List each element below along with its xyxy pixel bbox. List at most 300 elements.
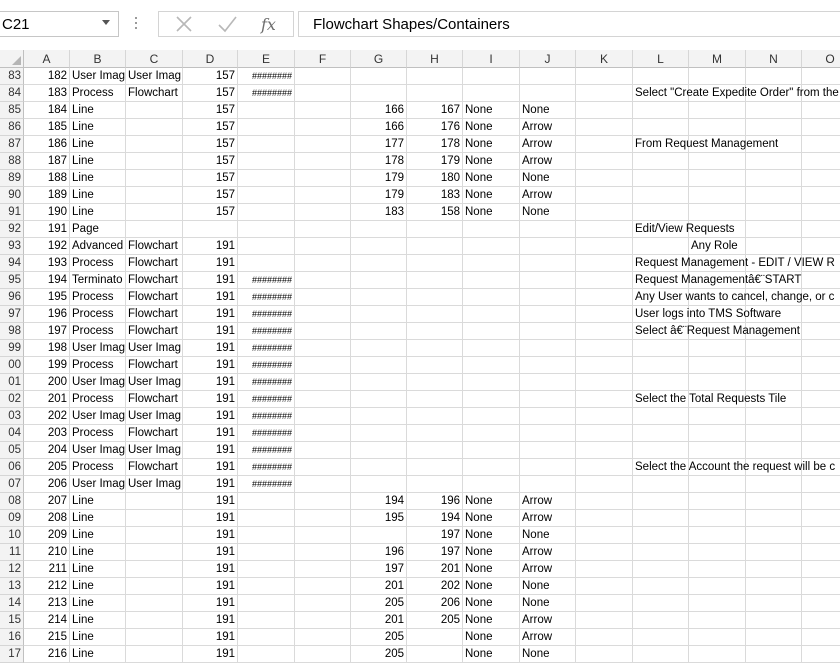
cell-o[interactable] — [802, 493, 840, 510]
cell-i[interactable]: None — [463, 187, 520, 204]
cell-m[interactable] — [689, 595, 746, 612]
cell-m[interactable] — [689, 187, 746, 204]
cell-m[interactable] — [689, 408, 746, 425]
cell-a[interactable]: 188 — [24, 170, 70, 187]
cell-e[interactable]: ######## — [238, 425, 295, 442]
cell-e[interactable] — [238, 578, 295, 595]
cell-k[interactable] — [576, 561, 633, 578]
cell-l[interactable]: Any User wants to cancel, change, or c — [633, 289, 689, 306]
cell-d[interactable]: 191 — [183, 476, 238, 493]
cell-m[interactable] — [689, 612, 746, 629]
cell-n[interactable] — [746, 119, 802, 136]
cell-a[interactable]: 183 — [24, 85, 70, 102]
cell-d[interactable]: 191 — [183, 408, 238, 425]
cell-n[interactable] — [746, 510, 802, 527]
cell-h[interactable] — [407, 238, 463, 255]
cell-e[interactable] — [238, 493, 295, 510]
cell-a[interactable]: 193 — [24, 255, 70, 272]
cell-d[interactable]: 191 — [183, 612, 238, 629]
row-header[interactable]: 86 — [0, 119, 24, 136]
cell-b[interactable]: Line — [70, 187, 126, 204]
cell-j[interactable]: Arrow — [520, 561, 576, 578]
cell-b[interactable]: Line — [70, 612, 126, 629]
cell-h[interactable]: 196 — [407, 493, 463, 510]
cell-o[interactable] — [802, 374, 840, 391]
drag-grip-icon[interactable] — [135, 17, 138, 33]
cell-i[interactable] — [463, 357, 520, 374]
cell-m[interactable] — [689, 102, 746, 119]
cell-i[interactable] — [463, 238, 520, 255]
cell-f[interactable] — [295, 85, 351, 102]
cell-n[interactable] — [746, 408, 802, 425]
cell-k[interactable] — [576, 238, 633, 255]
cell-o[interactable] — [802, 102, 840, 119]
cell-b[interactable]: Process — [70, 391, 126, 408]
cell-h[interactable]: 183 — [407, 187, 463, 204]
cell-h[interactable]: 202 — [407, 578, 463, 595]
cell-f[interactable] — [295, 306, 351, 323]
cancel-icon[interactable] — [163, 12, 203, 36]
cell-d[interactable]: 157 — [183, 119, 238, 136]
cell-d[interactable]: 191 — [183, 272, 238, 289]
cell-g[interactable] — [351, 442, 407, 459]
cell-b[interactable]: Page — [70, 221, 126, 238]
cell-i[interactable]: None — [463, 493, 520, 510]
cell-d[interactable] — [183, 221, 238, 238]
cell-l[interactable] — [633, 187, 689, 204]
cell-g[interactable] — [351, 391, 407, 408]
cell-k[interactable] — [576, 391, 633, 408]
cell-d[interactable]: 157 — [183, 136, 238, 153]
row-header[interactable]: 89 — [0, 170, 24, 187]
column-header-h[interactable]: H — [407, 50, 463, 68]
cell-c[interactable]: User Imag — [126, 442, 183, 459]
cell-m[interactable] — [689, 357, 746, 374]
cell-o[interactable] — [802, 442, 840, 459]
row-header[interactable]: 96 — [0, 289, 24, 306]
cell-k[interactable] — [576, 323, 633, 340]
cell-f[interactable] — [295, 476, 351, 493]
cell-f[interactable] — [295, 510, 351, 527]
cell-c[interactable]: Flowchart — [126, 425, 183, 442]
row-header[interactable]: 04 — [0, 425, 24, 442]
row-header[interactable]: 02 — [0, 391, 24, 408]
cell-h[interactable] — [407, 476, 463, 493]
cell-d[interactable]: 191 — [183, 561, 238, 578]
cell-d[interactable]: 157 — [183, 170, 238, 187]
cell-e[interactable] — [238, 238, 295, 255]
cell-m[interactable] — [689, 153, 746, 170]
cell-n[interactable] — [746, 493, 802, 510]
row-header[interactable]: 16 — [0, 629, 24, 646]
cell-l[interactable] — [633, 408, 689, 425]
cell-j[interactable]: Arrow — [520, 493, 576, 510]
cell-b[interactable]: Line — [70, 646, 126, 663]
cell-d[interactable]: 191 — [183, 306, 238, 323]
cell-m[interactable] — [689, 68, 746, 85]
cell-l[interactable] — [633, 646, 689, 663]
cell-m[interactable] — [689, 510, 746, 527]
row-header[interactable]: 15 — [0, 612, 24, 629]
cell-h[interactable]: 176 — [407, 119, 463, 136]
cell-m[interactable] — [689, 442, 746, 459]
cell-f[interactable] — [295, 425, 351, 442]
cell-f[interactable] — [295, 119, 351, 136]
cell-i[interactable] — [463, 68, 520, 85]
cell-g[interactable]: 205 — [351, 595, 407, 612]
cell-m[interactable] — [689, 527, 746, 544]
cell-j[interactable]: None — [520, 102, 576, 119]
cell-d[interactable]: 191 — [183, 357, 238, 374]
column-header-l[interactable]: L — [633, 50, 689, 68]
cell-a[interactable]: 199 — [24, 357, 70, 374]
cell-c[interactable] — [126, 170, 183, 187]
cell-e[interactable]: ######## — [238, 289, 295, 306]
chevron-down-icon[interactable] — [102, 20, 110, 25]
cell-o[interactable] — [802, 68, 840, 85]
cell-b[interactable]: Process — [70, 255, 126, 272]
cell-d[interactable]: 191 — [183, 238, 238, 255]
column-header-m[interactable]: M — [689, 50, 746, 68]
cell-a[interactable]: 216 — [24, 646, 70, 663]
cell-a[interactable]: 198 — [24, 340, 70, 357]
cell-g[interactable]: 201 — [351, 612, 407, 629]
cell-o[interactable] — [802, 578, 840, 595]
cell-h[interactable] — [407, 425, 463, 442]
cell-k[interactable] — [576, 578, 633, 595]
cell-o[interactable] — [802, 272, 840, 289]
cell-b[interactable]: Line — [70, 544, 126, 561]
cell-g[interactable]: 177 — [351, 136, 407, 153]
cell-e[interactable] — [238, 119, 295, 136]
cell-h[interactable] — [407, 306, 463, 323]
cell-o[interactable] — [802, 153, 840, 170]
cell-k[interactable] — [576, 374, 633, 391]
cell-h[interactable] — [407, 272, 463, 289]
cell-n[interactable] — [746, 425, 802, 442]
cell-c[interactable]: User Imag — [126, 340, 183, 357]
cell-g[interactable]: 196 — [351, 544, 407, 561]
cell-b[interactable]: User Imag — [70, 408, 126, 425]
column-header-e[interactable]: E — [238, 50, 295, 68]
cell-a[interactable]: 211 — [24, 561, 70, 578]
column-header-g[interactable]: G — [351, 50, 407, 68]
cell-l[interactable]: From Request Management — [633, 136, 689, 153]
cell-o[interactable] — [802, 425, 840, 442]
cell-e[interactable] — [238, 646, 295, 663]
cell-o[interactable] — [802, 119, 840, 136]
cell-n[interactable] — [746, 544, 802, 561]
cell-j[interactable]: Arrow — [520, 510, 576, 527]
cell-o[interactable] — [802, 221, 840, 238]
cell-i[interactable] — [463, 442, 520, 459]
cell-j[interactable]: Arrow — [520, 612, 576, 629]
cell-k[interactable] — [576, 272, 633, 289]
cell-l[interactable] — [633, 204, 689, 221]
cell-k[interactable] — [576, 102, 633, 119]
cell-i[interactable]: None — [463, 510, 520, 527]
cell-a[interactable]: 187 — [24, 153, 70, 170]
cell-h[interactable]: 179 — [407, 153, 463, 170]
cell-a[interactable]: 214 — [24, 612, 70, 629]
cell-c[interactable] — [126, 119, 183, 136]
row-header[interactable]: 03 — [0, 408, 24, 425]
cell-k[interactable] — [576, 119, 633, 136]
cell-o[interactable] — [802, 391, 840, 408]
cell-c[interactable] — [126, 221, 183, 238]
cell-f[interactable] — [295, 153, 351, 170]
cell-n[interactable] — [746, 629, 802, 646]
row-header[interactable]: 06 — [0, 459, 24, 476]
cell-b[interactable]: Process — [70, 289, 126, 306]
cell-i[interactable]: None — [463, 119, 520, 136]
cell-m[interactable] — [689, 493, 746, 510]
cell-m[interactable] — [689, 374, 746, 391]
cell-m[interactable] — [689, 544, 746, 561]
cell-c[interactable] — [126, 153, 183, 170]
cell-j[interactable] — [520, 238, 576, 255]
cell-c[interactable] — [126, 204, 183, 221]
cell-e[interactable] — [238, 527, 295, 544]
cell-i[interactable] — [463, 85, 520, 102]
cell-h[interactable] — [407, 323, 463, 340]
cell-j[interactable] — [520, 221, 576, 238]
cell-e[interactable]: ######## — [238, 323, 295, 340]
cell-c[interactable] — [126, 629, 183, 646]
cell-e[interactable] — [238, 153, 295, 170]
cell-a[interactable]: 191 — [24, 221, 70, 238]
cell-h[interactable] — [407, 85, 463, 102]
cell-b[interactable]: Line — [70, 629, 126, 646]
cell-h[interactable]: 178 — [407, 136, 463, 153]
cell-f[interactable] — [295, 221, 351, 238]
cell-o[interactable] — [802, 561, 840, 578]
cell-f[interactable] — [295, 493, 351, 510]
cell-l[interactable] — [633, 170, 689, 187]
cell-a[interactable]: 206 — [24, 476, 70, 493]
cell-g[interactable]: 201 — [351, 578, 407, 595]
cell-c[interactable]: Flowchart — [126, 306, 183, 323]
cell-i[interactable]: None — [463, 578, 520, 595]
cell-a[interactable]: 182 — [24, 68, 70, 85]
cell-c[interactable]: Flowchart — [126, 391, 183, 408]
cell-c[interactable] — [126, 578, 183, 595]
cell-b[interactable]: User Imag — [70, 340, 126, 357]
cell-f[interactable] — [295, 442, 351, 459]
cell-h[interactable]: 197 — [407, 544, 463, 561]
cell-a[interactable]: 215 — [24, 629, 70, 646]
row-header[interactable]: 97 — [0, 306, 24, 323]
cell-b[interactable]: Process — [70, 323, 126, 340]
cell-k[interactable] — [576, 510, 633, 527]
cell-a[interactable]: 186 — [24, 136, 70, 153]
cell-e[interactable] — [238, 187, 295, 204]
cell-h[interactable]: 197 — [407, 527, 463, 544]
row-header[interactable]: 09 — [0, 510, 24, 527]
cell-g[interactable] — [351, 221, 407, 238]
cell-b[interactable]: Line — [70, 102, 126, 119]
cell-k[interactable] — [576, 68, 633, 85]
cell-l[interactable] — [633, 119, 689, 136]
cell-h[interactable] — [407, 357, 463, 374]
cell-j[interactable] — [520, 68, 576, 85]
cell-h[interactable] — [407, 221, 463, 238]
cell-i[interactable] — [463, 221, 520, 238]
cell-b[interactable]: Line — [70, 153, 126, 170]
cell-e[interactable] — [238, 136, 295, 153]
cell-i[interactable] — [463, 340, 520, 357]
column-header-i[interactable]: I — [463, 50, 520, 68]
cell-j[interactable]: None — [520, 595, 576, 612]
cell-k[interactable] — [576, 340, 633, 357]
cell-d[interactable]: 191 — [183, 289, 238, 306]
cell-j[interactable]: Arrow — [520, 544, 576, 561]
cell-n[interactable] — [746, 578, 802, 595]
cell-h[interactable] — [407, 629, 463, 646]
cell-o[interactable] — [802, 612, 840, 629]
cell-k[interactable] — [576, 221, 633, 238]
cell-i[interactable]: None — [463, 646, 520, 663]
cell-d[interactable]: 157 — [183, 187, 238, 204]
cell-j[interactable]: None — [520, 527, 576, 544]
cell-e[interactable] — [238, 612, 295, 629]
cell-a[interactable]: 205 — [24, 459, 70, 476]
cell-l[interactable]: Select the Total Requests Tile — [633, 391, 689, 408]
cell-c[interactable]: Flowchart — [126, 323, 183, 340]
row-header[interactable]: 91 — [0, 204, 24, 221]
cell-a[interactable]: 207 — [24, 493, 70, 510]
cell-l[interactable] — [633, 476, 689, 493]
cell-e[interactable]: ######## — [238, 306, 295, 323]
cell-g[interactable]: 166 — [351, 119, 407, 136]
cell-e[interactable] — [238, 102, 295, 119]
cell-j[interactable]: None — [520, 646, 576, 663]
cell-e[interactable]: ######## — [238, 340, 295, 357]
name-box[interactable] — [0, 11, 119, 37]
cell-j[interactable] — [520, 425, 576, 442]
cell-o[interactable] — [802, 476, 840, 493]
cell-g[interactable]: 197 — [351, 561, 407, 578]
cell-k[interactable] — [576, 476, 633, 493]
row-header[interactable]: 13 — [0, 578, 24, 595]
cell-e[interactable]: ######## — [238, 442, 295, 459]
cell-d[interactable]: 157 — [183, 204, 238, 221]
cell-i[interactable]: None — [463, 102, 520, 119]
cell-b[interactable]: Process — [70, 425, 126, 442]
cell-g[interactable] — [351, 425, 407, 442]
cell-j[interactable] — [520, 323, 576, 340]
cell-h[interactable] — [407, 459, 463, 476]
cell-b[interactable]: Line — [70, 136, 126, 153]
cell-i[interactable] — [463, 374, 520, 391]
cell-d[interactable]: 157 — [183, 85, 238, 102]
cell-o[interactable] — [802, 187, 840, 204]
cell-n[interactable] — [746, 221, 802, 238]
row-header[interactable]: 11 — [0, 544, 24, 561]
cell-a[interactable]: 196 — [24, 306, 70, 323]
column-header-o[interactable]: O — [802, 50, 840, 68]
row-header[interactable]: 10 — [0, 527, 24, 544]
cell-k[interactable] — [576, 646, 633, 663]
cell-e[interactable]: ######## — [238, 357, 295, 374]
cell-f[interactable] — [295, 391, 351, 408]
cell-a[interactable]: 194 — [24, 272, 70, 289]
cell-i[interactable] — [463, 476, 520, 493]
cell-f[interactable] — [295, 272, 351, 289]
cell-b[interactable]: Process — [70, 85, 126, 102]
cell-i[interactable] — [463, 459, 520, 476]
column-header-c[interactable]: C — [126, 50, 183, 68]
cell-k[interactable] — [576, 170, 633, 187]
row-header[interactable]: 84 — [0, 85, 24, 102]
cell-g[interactable] — [351, 408, 407, 425]
cell-k[interactable] — [576, 544, 633, 561]
cell-i[interactable] — [463, 289, 520, 306]
cell-g[interactable] — [351, 527, 407, 544]
cell-j[interactable]: Arrow — [520, 136, 576, 153]
cell-e[interactable] — [238, 255, 295, 272]
cell-l[interactable] — [633, 527, 689, 544]
cell-j[interactable]: None — [520, 204, 576, 221]
cell-o[interactable] — [802, 306, 840, 323]
cell-f[interactable] — [295, 136, 351, 153]
cell-h[interactable] — [407, 340, 463, 357]
cell-e[interactable]: ######## — [238, 476, 295, 493]
column-header-k[interactable]: K — [576, 50, 633, 68]
cell-c[interactable]: Flowchart — [126, 85, 183, 102]
cell-j[interactable]: Arrow — [520, 187, 576, 204]
cell-d[interactable]: 191 — [183, 595, 238, 612]
cell-d[interactable]: 191 — [183, 425, 238, 442]
cell-c[interactable] — [126, 136, 183, 153]
cell-b[interactable]: Line — [70, 170, 126, 187]
row-header[interactable]: 85 — [0, 102, 24, 119]
cell-d[interactable]: 191 — [183, 510, 238, 527]
cell-o[interactable] — [802, 238, 840, 255]
cell-l[interactable] — [633, 561, 689, 578]
cell-f[interactable] — [295, 459, 351, 476]
cell-g[interactable]: 179 — [351, 187, 407, 204]
cell-h[interactable] — [407, 255, 463, 272]
cell-f[interactable] — [295, 255, 351, 272]
cell-g[interactable] — [351, 357, 407, 374]
cell-j[interactable] — [520, 357, 576, 374]
cell-i[interactable] — [463, 323, 520, 340]
cell-m[interactable] — [689, 340, 746, 357]
cell-m[interactable] — [689, 119, 746, 136]
cell-l[interactable] — [633, 374, 689, 391]
cell-f[interactable] — [295, 238, 351, 255]
cell-l[interactable] — [633, 442, 689, 459]
row-header[interactable]: 05 — [0, 442, 24, 459]
cell-e[interactable] — [238, 221, 295, 238]
cell-j[interactable]: None — [520, 578, 576, 595]
cell-l[interactable] — [633, 68, 689, 85]
cell-b[interactable]: User Imag — [70, 374, 126, 391]
column-header-d[interactable]: D — [183, 50, 238, 68]
row-header[interactable]: 83 — [0, 68, 24, 85]
cell-b[interactable]: Line — [70, 204, 126, 221]
cell-c[interactable] — [126, 187, 183, 204]
column-header-f[interactable]: F — [295, 50, 351, 68]
cell-e[interactable] — [238, 510, 295, 527]
cell-c[interactable] — [126, 527, 183, 544]
cell-j[interactable] — [520, 340, 576, 357]
cell-f[interactable] — [295, 408, 351, 425]
cell-k[interactable] — [576, 255, 633, 272]
cell-j[interactable] — [520, 289, 576, 306]
cell-l[interactable]: Request Managementâ€¨START — [633, 272, 689, 289]
